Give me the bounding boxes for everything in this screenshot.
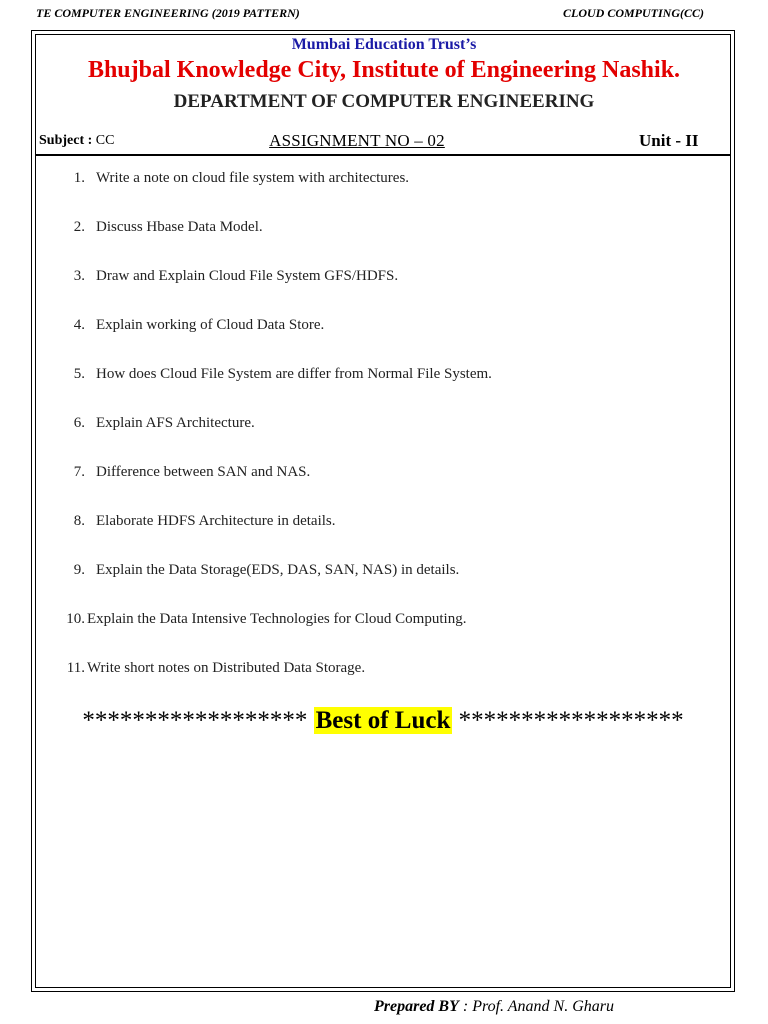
running-header-right: CLOUD COMPUTING(CC)	[563, 6, 704, 20]
question-item	[58, 562, 718, 611]
question-item	[58, 611, 718, 660]
subject-value: CC	[95, 133, 115, 148]
question-text: Difference between SAN and NAS.	[96, 464, 311, 480]
question-text: Write a note on cloud file system with architectures.	[96, 170, 410, 186]
question-item	[58, 513, 718, 562]
question-number: 4.	[73, 317, 85, 333]
unit-label: Unit - II	[639, 131, 699, 150]
assignment-title: ASSIGNMENT NO – 02	[269, 131, 445, 150]
header-divider	[35, 154, 731, 156]
stars-right: ******************	[458, 707, 684, 734]
best-of-luck-highlight: Best of Luck	[315, 707, 451, 734]
prepared-by-value: : Prof. Anand N. Gharu	[458, 998, 614, 1015]
question-text: Elaborate HDFS Architecture in details.	[96, 513, 336, 529]
question-number: 9.	[73, 562, 85, 578]
question-item	[58, 415, 718, 464]
prepared-by-label: Prepared BY	[374, 998, 459, 1015]
question-number: 5.	[73, 366, 85, 382]
question-number: 8.	[73, 513, 85, 529]
question-text: How does Cloud File System are differ from Normal File System.	[96, 366, 492, 382]
question-number: 10.	[66, 611, 85, 627]
question-item	[58, 170, 718, 219]
question-item	[58, 268, 718, 317]
subject-label: Subject :	[39, 133, 96, 148]
question-text: Explain the Data Storage(EDS, DAS, SAN, NAS) in details.	[96, 562, 460, 578]
question-number: 6.	[73, 415, 85, 431]
closing-banner	[35, 707, 731, 735]
question-text: Explain working of Cloud Data Store.	[96, 317, 325, 333]
question-text: Draw and Explain Cloud File System GFS/HDFS.	[96, 268, 399, 284]
question-item	[58, 219, 718, 268]
trust-name: Mumbai Education Trust’s	[291, 36, 477, 53]
running-header-left: TE COMPUTER ENGINEERING (2019 PATTERN)	[36, 6, 300, 20]
question-number: 7.	[73, 464, 85, 480]
question-item	[58, 317, 718, 366]
question-item	[58, 464, 718, 513]
stars-left: ******************	[82, 707, 308, 734]
question-number: 11.	[66, 660, 85, 676]
department-name: DEPARTMENT OF COMPUTER ENGINEERING	[173, 91, 595, 112]
question-item	[58, 366, 718, 415]
question-text: Write short notes on Distributed Data Storage.	[87, 660, 366, 676]
question-item	[58, 660, 718, 709]
question-number: 2.	[73, 219, 85, 235]
question-text: Discuss Hbase Data Model.	[96, 219, 263, 235]
question-number: 3.	[73, 268, 85, 284]
question-text: Explain AFS Architecture.	[96, 415, 255, 431]
prepared-by	[374, 998, 614, 1016]
institute-name: Bhujbal Knowledge City, Institute of Engineering Nashik.	[87, 57, 681, 83]
question-text: Explain the Data Intensive Technologies for Cloud Computing.	[87, 611, 467, 627]
question-list	[58, 170, 718, 709]
question-number: 1.	[73, 170, 85, 186]
